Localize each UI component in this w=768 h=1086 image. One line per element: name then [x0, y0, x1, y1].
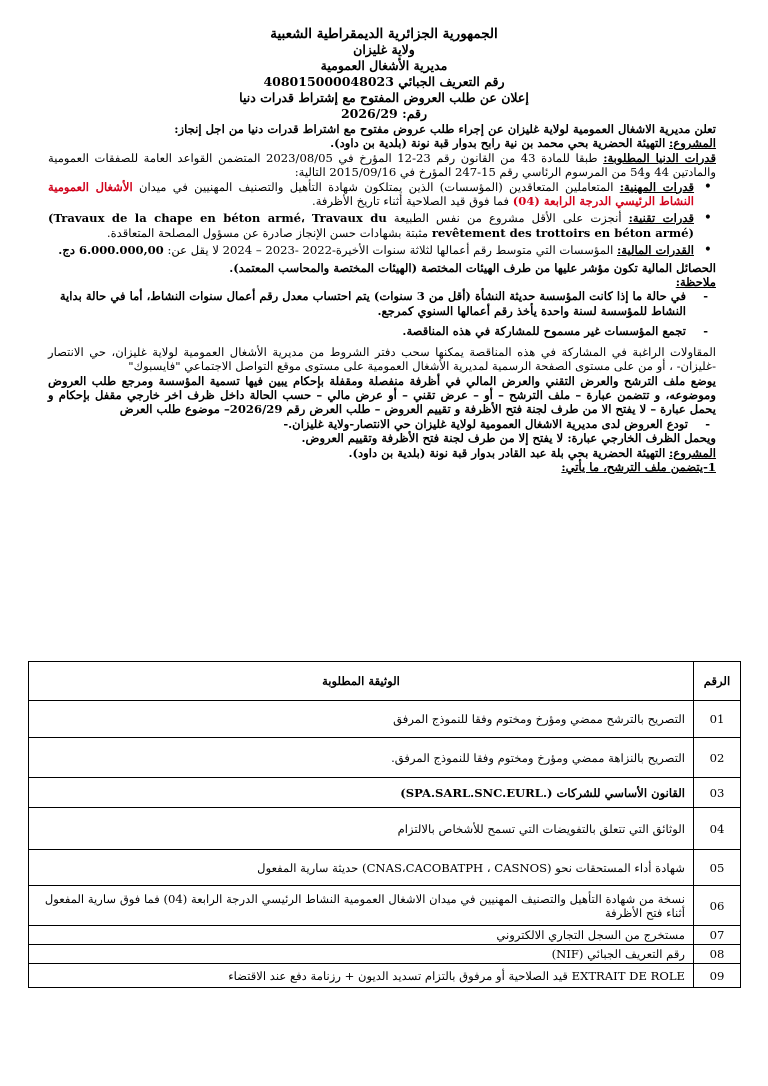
fin-capacity-amount: 6.000.000,00 دج. [58, 243, 164, 258]
requirements-list [0, 180, 768, 258]
table-header-row [29, 662, 741, 701]
row-number: 07 [694, 926, 741, 945]
tech-capacity-fr1: (Travaux de la chape en béton armé، [48, 211, 305, 226]
table-row [29, 808, 741, 850]
row-number: 02 [694, 738, 741, 778]
prof-capacity-highlight: الأشغال العمومية النشاط الرئيسي الدرجة الرابعة (04) [48, 179, 694, 209]
intro-section [0, 122, 768, 180]
row-number: 03 [694, 778, 741, 808]
tech-capacity-label: قدرات تقنية: [628, 211, 695, 226]
financial-note: الحصائل المالية تكون مؤشر عليها من طرف الهيئات المختصة (الهيئات المختصة والمحاسب المعتمد). [229, 260, 716, 275]
prof-capacity-label: قدرات المهنية: [619, 179, 695, 194]
fin-capacity-text: المؤسسات التي متوسط رقم أعمالها لثلاثة سنوات الأخيرة-2022 -2023 – 2024 لا يقل عن: [167, 243, 614, 258]
deposit-paragraph: - تودع العروض لدى مديرية الاشغال العمومية لولاية غليزان حي الانتصار-ولاية غليزان.- [0, 417, 768, 431]
row-document: شهادة أداء المستحقات نحو (CNAS،CACOBATPH ، CASNOS) حديثة سارية المفعول [29, 850, 694, 886]
wilaya-name: ولاية غليزان [353, 42, 415, 57]
notes-list [0, 289, 768, 338]
withdrawal-paragraph: المقاولات الراغبة في المشاركة في هذه المناقصة يمكنها سحب دفتر الشروط من مديرية الأشغال العمومية لولاية غليزان، حي الانتصار -غليزان- ، أو من على مستوى الصفحة الرسمية لمديرية الأشغال العمومية على مستوى موقع التواصل الاجتماعي "فايسبوك" [48, 344, 716, 374]
prof-capacity-text: المتعاملين المتعاقدين (المؤسسات) الذين يمتلكون شهادة التأهيل والتصنيف المهنيين في ميدان [138, 179, 614, 194]
row-document: التصريح بالترشح ممضي ومؤرخ ومختوم وفقا للنموذج المرفق [29, 701, 694, 738]
notes-heading [0, 275, 768, 289]
row-document: مستخرج من السجل التجاري الالكتروني [29, 926, 694, 945]
column-header-document: الوثيقة المطلوبة [29, 662, 694, 701]
project-text: التهيئة الحضرية بحي محمد بن نية رابح بدوار قبة نونة (بلدية بن داود). [330, 136, 666, 151]
project2-line [0, 446, 768, 460]
row-number: 05 [694, 850, 741, 886]
directorate-name: مديرية الأشغال العمومية [320, 58, 448, 73]
table-row [29, 701, 741, 738]
tech-capacity-fr2: Travaux du revêtement des trottoirs en béton armé) [311, 211, 694, 240]
list-item [48, 243, 694, 257]
list-item: - في حالة ما إذا كانت المؤسسة حديثة النشأة (أقل من 3 سنوات) يتم احتساب معدل رقم أعمال سنوات النشاط، أما في حالة بداية النشاط للمؤسسة لسنة واحدة يأخذ رقم أعمالها السنوي كمرجع. [48, 289, 686, 318]
project-line [48, 136, 716, 150]
column-header-number: الرقم [694, 662, 741, 701]
table-row [29, 778, 741, 808]
document-header [0, 0, 768, 122]
dossier-line [0, 460, 768, 474]
row-document: رقم التعريف الجبائي (NIF) [29, 945, 694, 964]
row-document: الوثائق التي تتعلق بالتفويضات التي تسمح للأشخاص بالالتزام [29, 808, 694, 850]
announcement-title: إعلان عن طلب العروض المفتوح مع إشتراط قدرات دنيا [239, 90, 529, 105]
row-number: 01 [694, 701, 741, 738]
tech-capacity-text: أنجزت على الأقل مشروع من نفس الطبيعة [393, 211, 622, 226]
tech-capacity-tail: مثبتة بشهادات حسن الإنجاز صادرة عن مسؤول المصلحة المتعاقدة. [106, 225, 429, 240]
announcement-number: رقم: 2026/29 [340, 106, 428, 121]
project-label: المشروع: [669, 136, 716, 151]
row-number: 06 [694, 886, 741, 926]
row-document: القانون الأساسي للشركات (.SPA.SARL.SNC.EURL) [29, 778, 694, 808]
table-row [29, 850, 741, 886]
row-document: EXTRAIT DE ROLE قيد الصلاحية أو مرفوق بالتزام تسديد الديون + رزنامة دفع عند الاقتضاء [29, 964, 694, 988]
project2-label: المشروع: [669, 445, 716, 460]
dossier-label: 1-يتضمن ملف الترشح، ما يأتي: [561, 459, 716, 474]
row-document: التصريح بالنزاهة ممضي ومؤرخ ومختوم وفقا للنموذج المرفق. [29, 738, 694, 778]
list-item: - تجمع المؤسسات غير مسموح للمشاركة في هذه المناقصة. [48, 324, 686, 338]
envelope-paragraph: ويحمل الظرف الخارجي عبارة: لا يفتح إلا من طرف لجنة فتح الأظرفة وتقييم العروض. [301, 431, 716, 446]
row-number: 08 [694, 945, 741, 964]
announcement-text: تعلن مديرية الاشغال العمومية لولاية غليزان عن إجراء طلب عروض مفتوح مع اشتراط قدرات دنيا من اجل إنجاز: [174, 122, 716, 136]
republic-title: الجمهورية الجزائرية الديمقراطية الشعبية [270, 26, 498, 42]
submission-paragraph: يوضع ملف الترشح والعرض التقني والعرض المالي في أظرفة منفصلة ومقفلة بإحكام يبين فيها تسمية المؤسسة ومرجع طلب العروض وموضوعه، و تتضمن عبارة – ملف الترشح – أو – عرض تقني – أو عرض مالي – حسب الحالة داخل ظرف اخر خارجي مقفل بإحكام و يحمل عبارة – لا يفتح الا من طرف لجنة فتح الأظرفة و تقييم العروض – طلب العرض رقم 2026/29– موضوع طلب العرض [48, 373, 716, 417]
table-row [29, 738, 741, 778]
table-row [29, 926, 741, 945]
min-capacities-text: طبقا للمادة 43 من القانون رقم 23-12 المؤرخ في 2023/08/05 المتضمن القواعد العامة للصفقات العمومية والمادتين 44 و54 من المرسوم الرئاسي رقم 15-247 المؤرخ في 2015/09/16 التالية: [48, 150, 716, 180]
required-documents-table [28, 661, 741, 988]
row-document: نسخة من شهادة التأهيل والتصنيف المهنيين في ميدان الاشغال العمومية النشاط الرئيسي الدرجة الرابعة (04) فما فوق سارية المفعول أثناء فتح الأظرفة [29, 886, 694, 926]
table-row [29, 945, 741, 964]
notes-label: ملاحظة: [675, 275, 716, 290]
list-item [48, 180, 694, 209]
table-row [29, 964, 741, 988]
tax-id: رقم التعريف الجبائي 408015000048023 [263, 74, 505, 89]
row-number: 04 [694, 808, 741, 850]
table-row [29, 886, 741, 926]
project2-text: التهيئة الحضرية بحي بلة عبد القادر بدوار قبة نونة (بلدية بن داود). [348, 445, 666, 460]
list-item [48, 211, 694, 240]
row-number: 09 [694, 964, 741, 988]
fin-capacity-label: القدرات المالية: [617, 243, 694, 258]
prof-capacity-tail: فما فوق قيد الصلاحية أثناء تاريخ الأظرفة. [312, 194, 510, 209]
min-capacities-label: قدرات الدنيا المطلوبة: [603, 150, 716, 165]
min-capacities-line [48, 151, 716, 180]
